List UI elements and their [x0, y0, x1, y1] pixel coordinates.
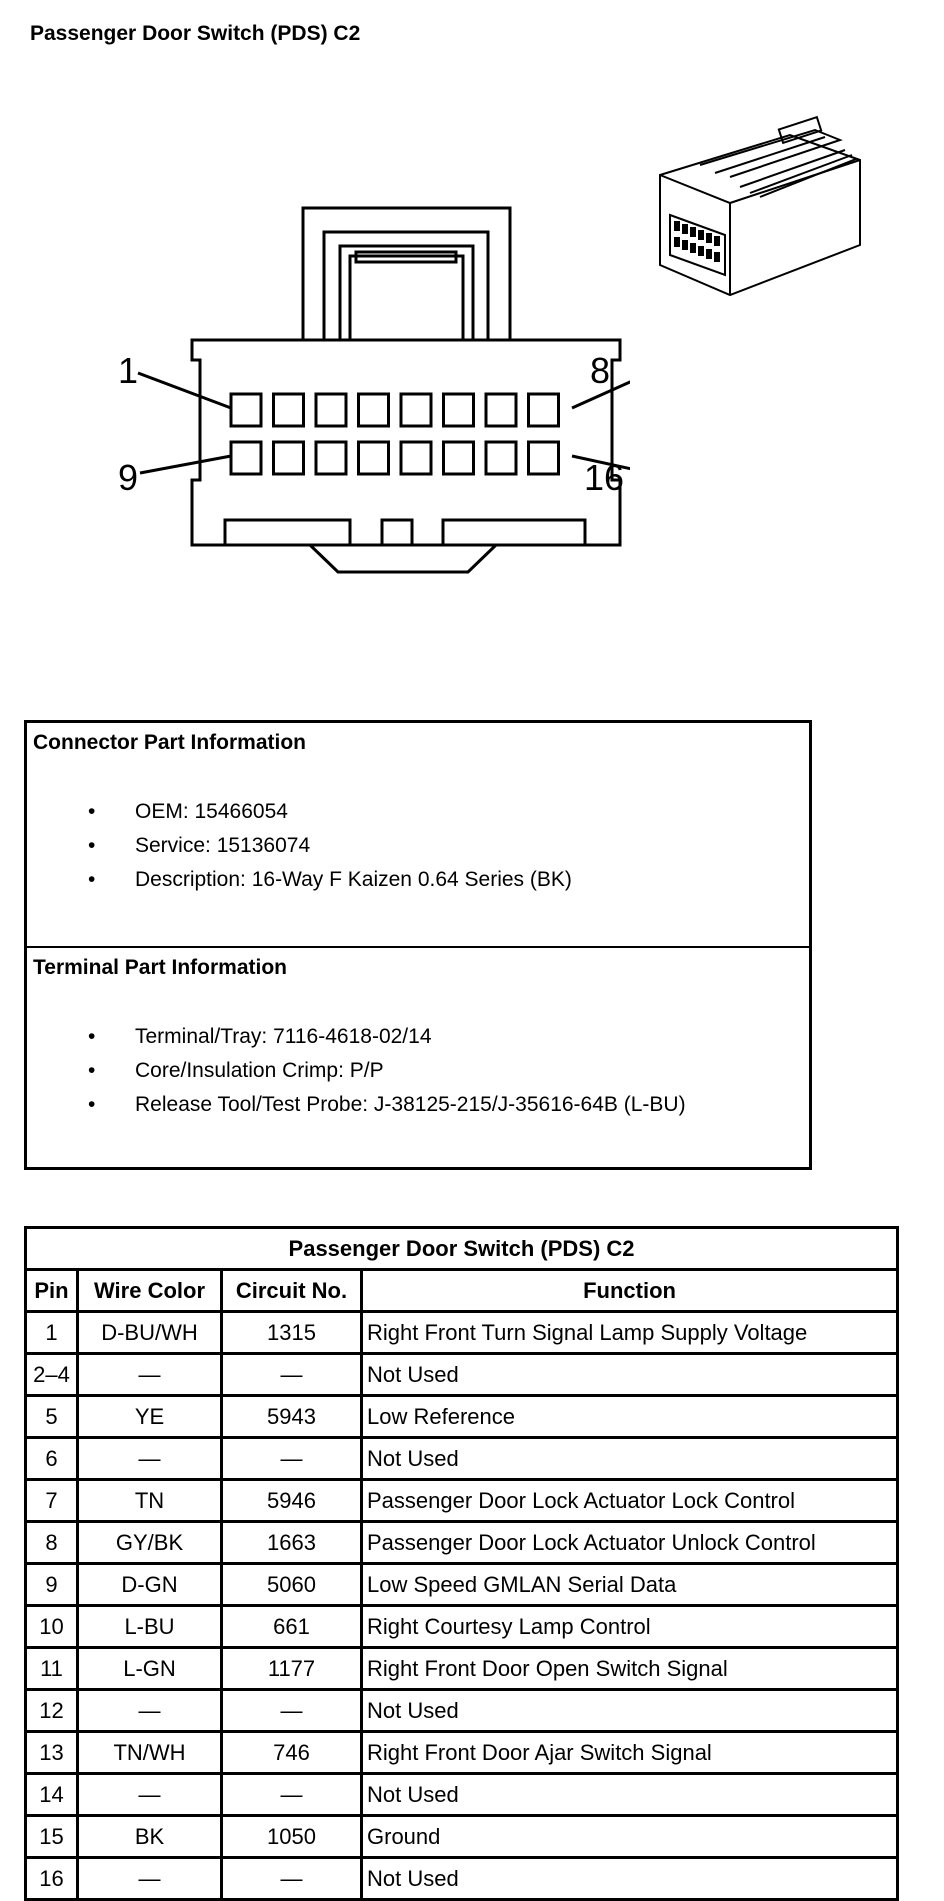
- pin-label-16: 16: [584, 457, 625, 498]
- cell-wire-color: TN/WH: [78, 1732, 222, 1774]
- terminal-info-heading: Terminal Part Information: [33, 956, 287, 979]
- pin-cavity: [401, 442, 431, 474]
- cell-pin: 2–4: [26, 1354, 78, 1396]
- cell-pin: 13: [26, 1732, 78, 1774]
- table-title: Passenger Door Switch (PDS) C2: [26, 1228, 898, 1270]
- pin-cavity: [529, 394, 559, 426]
- list-item: [33, 1088, 803, 1122]
- cell-circuit: —: [222, 1858, 362, 1900]
- pin-cavity: [231, 442, 261, 474]
- cell-circuit: —: [222, 1438, 362, 1480]
- cell-wire-color: YE: [78, 1396, 222, 1438]
- bullet-icon: •: [88, 1059, 96, 1082]
- cell-function: Right Front Door Ajar Switch Signal: [362, 1732, 898, 1774]
- list-item: [33, 1020, 803, 1054]
- terminal-part-information: [27, 948, 809, 1130]
- cell-wire-color: —: [78, 1774, 222, 1816]
- pin-cavity: [274, 394, 304, 426]
- pin-label-1: 1: [118, 350, 139, 391]
- bullet-icon: •: [88, 1093, 96, 1116]
- cell-circuit: 1177: [222, 1648, 362, 1690]
- column-header-wire-color: Wire Color: [78, 1270, 222, 1312]
- cell-function: Not Used: [362, 1438, 898, 1480]
- connector-info-heading: Connector Part Information: [33, 731, 307, 754]
- table-row: [26, 1564, 898, 1606]
- column-header-circuit: Circuit No.: [222, 1270, 362, 1312]
- pin-cavity: [444, 442, 474, 474]
- table-row: [26, 1690, 898, 1732]
- cell-circuit: 746: [222, 1732, 362, 1774]
- cell-wire-color: D-BU/WH: [78, 1312, 222, 1354]
- cell-circuit: 1663: [222, 1522, 362, 1564]
- bullet-icon: •: [88, 800, 96, 823]
- cell-pin: 5: [26, 1396, 78, 1438]
- column-header-pin: Pin: [26, 1270, 78, 1312]
- pin-cavity: [231, 394, 261, 426]
- table-row: [26, 1858, 898, 1900]
- pin-cavity: [401, 394, 431, 426]
- cell-circuit: 1050: [222, 1816, 362, 1858]
- connector-info-description: Description: 16-Way F Kaizen 0.64 Series (BK): [135, 868, 572, 891]
- terminal-info-crimp: Core/Insulation Crimp: P/P: [135, 1059, 384, 1082]
- cell-function: Low Speed GMLAN Serial Data: [362, 1564, 898, 1606]
- cell-pin: 10: [26, 1606, 78, 1648]
- table-row: [26, 1312, 898, 1354]
- column-header-function: Function: [362, 1270, 898, 1312]
- cell-function: Right Courtesy Lamp Control: [362, 1606, 898, 1648]
- cell-pin: 8: [26, 1522, 78, 1564]
- bullet-icon: •: [88, 1025, 96, 1048]
- page-title: Passenger Door Switch (PDS) C2: [30, 22, 361, 45]
- list-item: [33, 863, 803, 897]
- table-title-row: [26, 1228, 898, 1270]
- pin-label-9: 9: [118, 457, 139, 498]
- table-row: [26, 1774, 898, 1816]
- pin-cavity: [359, 442, 389, 474]
- cell-wire-color: L-BU: [78, 1606, 222, 1648]
- cell-circuit: 661: [222, 1606, 362, 1648]
- pin-cavity: [529, 442, 559, 474]
- cell-pin: 6: [26, 1438, 78, 1480]
- cell-circuit: 5060: [222, 1564, 362, 1606]
- connector-info-oem: OEM: 15466054: [135, 800, 288, 823]
- pin-cavity: [486, 394, 516, 426]
- cell-function: Passenger Door Lock Actuator Lock Control: [362, 1480, 898, 1522]
- cell-function: Not Used: [362, 1354, 898, 1396]
- cell-function: Not Used: [362, 1774, 898, 1816]
- cell-circuit: —: [222, 1690, 362, 1732]
- cell-wire-color: L-GN: [78, 1648, 222, 1690]
- pin-cavity: [359, 394, 389, 426]
- pin-label-8: 8: [590, 350, 611, 391]
- cell-wire-color: —: [78, 1858, 222, 1900]
- cell-wire-color: BK: [78, 1816, 222, 1858]
- pin-cavity: [316, 442, 346, 474]
- cell-pin: 12: [26, 1690, 78, 1732]
- table-row: [26, 1396, 898, 1438]
- cell-circuit: 5946: [222, 1480, 362, 1522]
- table-row: [26, 1648, 898, 1690]
- cell-function: Ground: [362, 1816, 898, 1858]
- cell-pin: 15: [26, 1816, 78, 1858]
- pin-cavity: [444, 394, 474, 426]
- table-row: [26, 1816, 898, 1858]
- cell-pin: 11: [26, 1648, 78, 1690]
- cell-pin: 7: [26, 1480, 78, 1522]
- cell-function: Low Reference: [362, 1396, 898, 1438]
- table-header-row: [26, 1270, 898, 1312]
- part-information-box: [24, 720, 812, 1170]
- cell-wire-color: GY/BK: [78, 1522, 222, 1564]
- cell-circuit: 1315: [222, 1312, 362, 1354]
- cell-wire-color: —: [78, 1438, 222, 1480]
- cell-wire-color: TN: [78, 1480, 222, 1522]
- table-row: [26, 1732, 898, 1774]
- cell-function: Not Used: [362, 1858, 898, 1900]
- bullet-icon: •: [88, 868, 96, 891]
- cell-function: Right Front Door Open Switch Signal: [362, 1648, 898, 1690]
- table-row: [26, 1480, 898, 1522]
- cell-circuit: —: [222, 1354, 362, 1396]
- bullet-icon: •: [88, 834, 96, 857]
- connector-info-service: Service: 15136074: [135, 834, 311, 857]
- table-row: [26, 1606, 898, 1648]
- table-row: [26, 1354, 898, 1396]
- list-item: [33, 795, 803, 829]
- list-item: [33, 829, 803, 863]
- cell-function: Right Front Turn Signal Lamp Supply Voltage: [362, 1312, 898, 1354]
- connector-info-list: [33, 795, 803, 897]
- cell-pin: 14: [26, 1774, 78, 1816]
- table-row: [26, 1438, 898, 1480]
- cell-function: Passenger Door Lock Actuator Unlock Control: [362, 1522, 898, 1564]
- pin-cavity: [274, 442, 304, 474]
- cell-pin: 9: [26, 1564, 78, 1606]
- terminal-info-tray: Terminal/Tray: 7116-4618-02/14: [135, 1025, 432, 1048]
- cell-pin: 16: [26, 1858, 78, 1900]
- table-row: [26, 1522, 898, 1564]
- pin-cavity: [486, 442, 516, 474]
- pinout-table: [24, 1226, 899, 1901]
- cell-wire-color: D-GN: [78, 1564, 222, 1606]
- pin-cavity: [316, 394, 346, 426]
- terminal-info-release-tool: Release Tool/Test Probe: J-38125-215/J-35616-64B (L-BU): [135, 1093, 686, 1116]
- connector-isometric-image: [640, 115, 870, 315]
- cell-wire-color: —: [78, 1354, 222, 1396]
- connector-part-information: [27, 723, 809, 948]
- cell-function: Not Used: [362, 1690, 898, 1732]
- connector-face-diagram: [110, 190, 630, 600]
- list-item: [33, 1054, 803, 1088]
- cell-circuit: —: [222, 1774, 362, 1816]
- cell-circuit: 5943: [222, 1396, 362, 1438]
- terminal-info-list: [33, 1020, 803, 1122]
- cell-pin: 1: [26, 1312, 78, 1354]
- cell-wire-color: —: [78, 1690, 222, 1732]
